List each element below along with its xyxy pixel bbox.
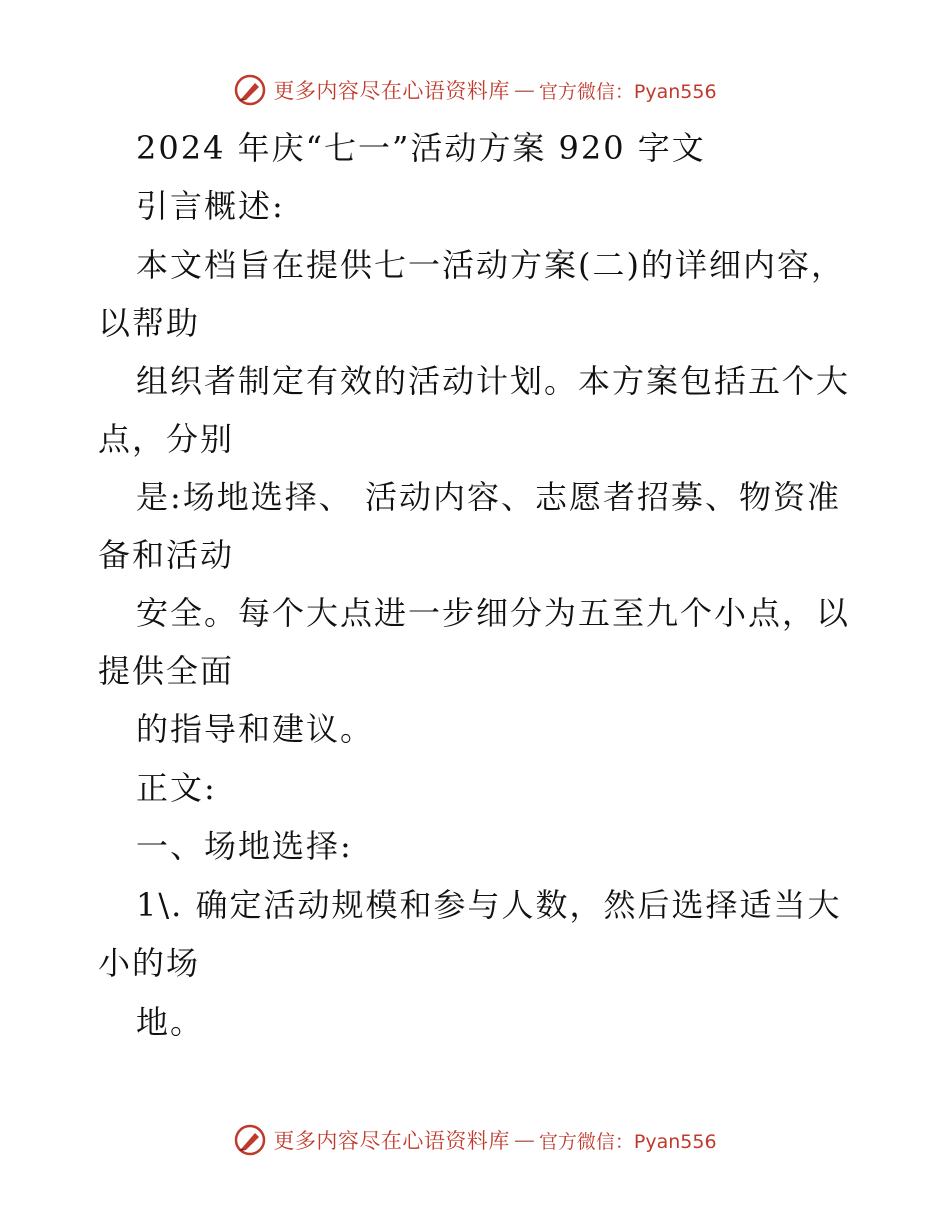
header-separator: — [513,78,535,102]
doc-title: 2024 年庆“七一”活动方案 920 字文 [136,129,706,167]
doc-section-heading: 一、场地选择: [136,827,353,865]
doc-line: 组织者制定有效的活动计划。本方案包括五个大 [136,362,851,400]
doc-line: 是:场地选择、 活动内容、志愿者招募、物资准 [136,478,841,516]
doc-line: 地。 [136,1003,205,1041]
pen-logo-icon [233,73,267,107]
header-banner [0,70,950,110]
doc-section-heading: 正文: [136,769,217,807]
footer-separator: — [513,1128,535,1152]
doc-line: 1\. 确定活动规模和参与人数，然后选择适当大 [136,886,842,924]
header-brand: 更多内容尽在心语资料库 [273,79,510,103]
footer-contact: 官方微信：Pyan556 [538,1130,717,1153]
doc-line: 的指导和建议。 [136,710,375,748]
doc-line: 小的场 [98,944,201,982]
footer-banner [0,1120,950,1160]
doc-line: 提供全面 [98,652,235,690]
pen-logo-icon [233,1123,267,1157]
doc-line: 以帮助 [98,304,201,342]
footer-brand: 更多内容尽在心语资料库 [273,1129,510,1153]
doc-line: 本文档旨在提供七一活动方案(二)的详细内容， [136,246,845,284]
header-contact: 官方微信：Pyan556 [538,80,717,103]
doc-line: 安全。每个大点进一步细分为五至九个小点，以 [136,594,851,632]
doc-line: 点，分别 [98,420,235,458]
doc-line: 备和活动 [98,536,235,574]
doc-line: 引言概述: [136,187,285,225]
